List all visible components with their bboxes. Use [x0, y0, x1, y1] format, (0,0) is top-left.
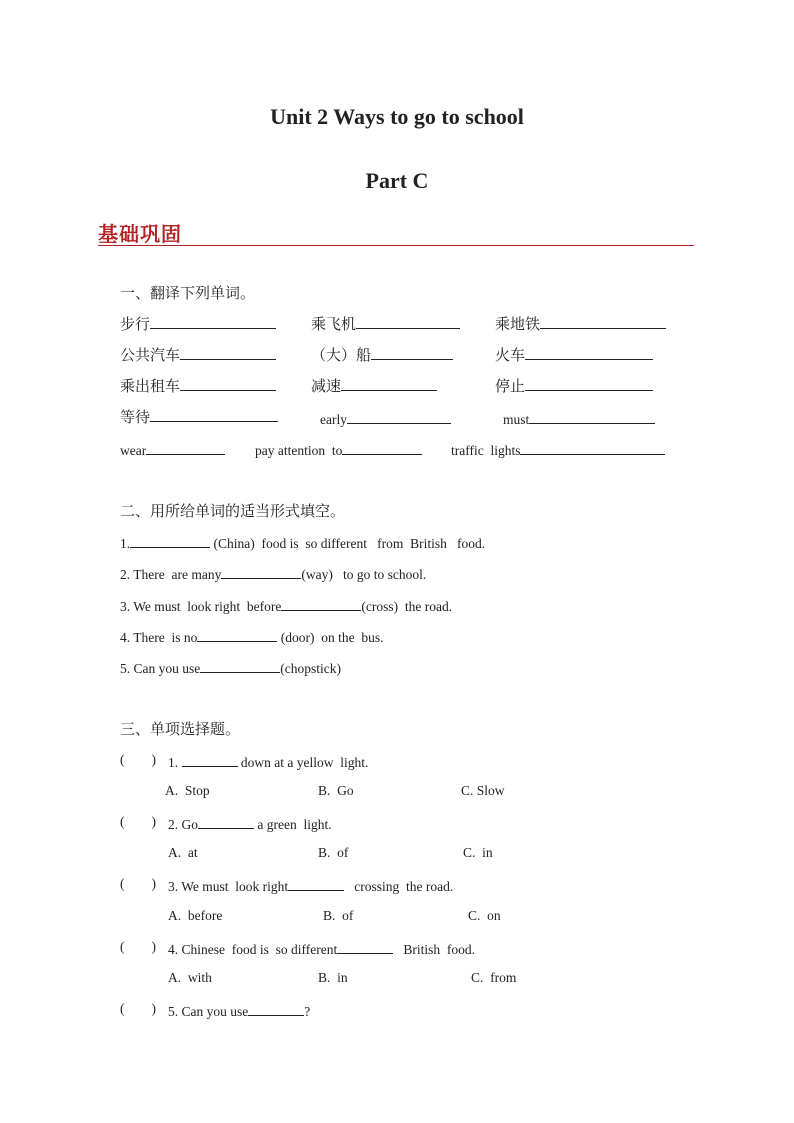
section-banner: 基础巩固 [98, 222, 182, 246]
vocab-item: （大）船 [311, 344, 453, 365]
option-b: B. Go [318, 783, 354, 798]
vocab-item: traffic lights [451, 440, 665, 459]
answer-paren[interactable]: ( ) [120, 939, 156, 954]
answer-blank[interactable] [150, 407, 278, 422]
option-c: C. on [468, 908, 501, 923]
question-item: 4. Chinese food is so different British food. [168, 939, 475, 958]
answer-paren[interactable]: ( ) [120, 876, 156, 891]
fill-item: 2. There are many (way) to go to school. [120, 564, 426, 583]
answer-blank[interactable] [130, 533, 210, 548]
answer-blank [198, 814, 254, 829]
answer-blank [248, 1001, 304, 1016]
option-b: B. in [318, 970, 348, 985]
banner-divider [98, 245, 694, 246]
vocab-item: 公共汽车 [120, 344, 276, 365]
fill-item: 1. (China) food is so different from British food. [120, 533, 485, 552]
fill-item: 4. There is no (door) on the bus. [120, 627, 383, 646]
vocab-item: 停止 [495, 375, 653, 396]
page-title: Unit 2 Ways to go to school [270, 104, 524, 129]
option-a: A. before [168, 908, 223, 923]
answer-blank[interactable] [180, 376, 276, 391]
question-item: 2. Go a green light. [168, 814, 332, 833]
question-item: 1. down at a yellow light. [168, 752, 368, 771]
answer-paren[interactable]: ( ) [120, 752, 156, 767]
vocab-item: early [320, 409, 451, 428]
answer-blank[interactable] [341, 376, 437, 391]
vocab-item: 火车 [495, 344, 653, 365]
answer-blank[interactable] [150, 314, 276, 329]
option-b: B. of [318, 845, 349, 860]
answer-blank [288, 876, 344, 891]
answer-blank[interactable] [200, 658, 280, 673]
vocab-item: must [503, 409, 655, 428]
question-item: 5. Can you use ? [168, 1001, 310, 1020]
option-c: C. Slow [461, 783, 505, 798]
answer-blank[interactable] [281, 596, 361, 611]
answer-blank[interactable] [180, 345, 276, 360]
fill-item: 5. Can you use (chopstick) [120, 658, 341, 677]
question-item: 3. We must look right crossing the road. [168, 876, 453, 895]
answer-blank [337, 939, 393, 954]
section3-heading: 三、单项选择题。 [120, 720, 241, 738]
option-c: C. in [463, 845, 493, 860]
option-a: A. at [168, 845, 198, 860]
page-subtitle: Part C [365, 168, 429, 193]
option-a: A. Stop [165, 783, 210, 798]
answer-blank[interactable] [525, 345, 653, 360]
vocab-item: 减速 [311, 375, 437, 396]
vocab-item: 乘出租车 [120, 375, 276, 396]
fill-item: 3. We must look right before (cross) the road. [120, 596, 452, 615]
vocab-item: 等待 [120, 406, 278, 427]
section2-heading: 二、用所给单词的适当形式填空。 [120, 502, 346, 520]
answer-blank[interactable] [197, 627, 277, 642]
option-c: C. from [471, 970, 517, 985]
vocab-item: 乘飞机 [311, 313, 460, 334]
vocab-item: wear [120, 440, 225, 459]
answer-blank[interactable] [520, 440, 665, 455]
option-a: A. with [168, 970, 212, 985]
option-b: B. of [323, 908, 354, 923]
answer-blank[interactable] [529, 409, 655, 424]
vocab-item: 乘地铁 [495, 313, 666, 334]
answer-blank[interactable] [347, 409, 451, 424]
answer-blank[interactable] [146, 440, 225, 455]
answer-blank[interactable] [371, 345, 453, 360]
answer-blank[interactable] [356, 314, 460, 329]
answer-blank[interactable] [342, 440, 422, 455]
vocab-item: pay attention to [255, 440, 422, 459]
answer-blank[interactable] [221, 564, 301, 579]
section1-heading: 一、翻译下列单词。 [120, 284, 256, 302]
vocab-item: 步行 [120, 313, 276, 334]
answer-paren[interactable]: ( ) [120, 814, 156, 829]
answer-paren[interactable]: ( ) [120, 1001, 156, 1016]
answer-blank[interactable] [540, 314, 666, 329]
answer-blank[interactable] [525, 376, 653, 391]
answer-blank [182, 752, 238, 767]
